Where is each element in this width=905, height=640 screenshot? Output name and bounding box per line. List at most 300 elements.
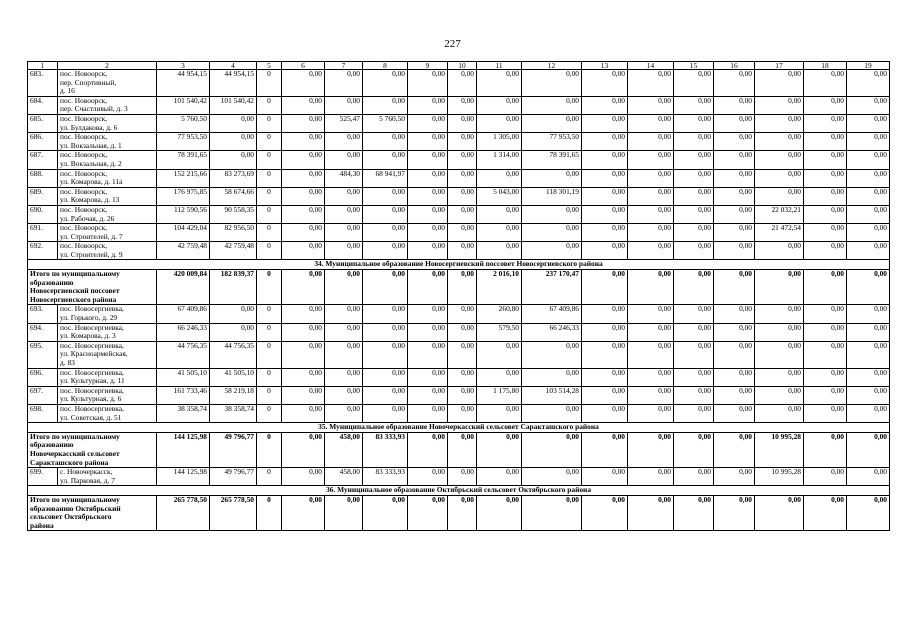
- row-number: 689.: [28, 187, 58, 205]
- total-label-line: Саракташского района: [30, 457, 109, 467]
- value-cell: 0,00: [448, 133, 477, 151]
- value-cell: 0,00: [325, 368, 363, 386]
- value-cell: 0,00: [755, 114, 804, 132]
- value-cell: 0,00: [522, 224, 582, 242]
- value-cell: 0,00: [477, 368, 522, 386]
- value-cell: 0,00: [847, 404, 890, 422]
- table-row: [28, 205, 890, 223]
- value-cell: 0,00: [755, 187, 804, 205]
- value-cell: 0,00: [804, 386, 847, 404]
- value-cell: 0,00: [582, 468, 628, 486]
- value-cell: 0,00: [674, 169, 714, 187]
- value-cell: 0,00: [628, 96, 674, 114]
- value-cell: 0,00: [582, 187, 628, 205]
- value-cell: 0,00: [582, 323, 628, 341]
- value-cell: 0,00: [408, 242, 448, 260]
- table-row: [28, 187, 890, 205]
- row-number: 688.: [28, 169, 58, 187]
- value-cell: 5 043,00: [477, 187, 522, 205]
- value-cell: 0,00: [628, 305, 674, 323]
- column-number-cell: 16: [714, 62, 755, 70]
- value-cell: 0,00: [674, 305, 714, 323]
- value-cell: 0,00: [628, 133, 674, 151]
- value-cell: 0: [257, 114, 282, 132]
- address-line: ул. Рабочая, д. 26: [60, 213, 115, 223]
- value-cell: 10 995,28: [755, 432, 804, 467]
- total-label-line: Итого по муниципальному: [30, 269, 120, 279]
- row-number: 694.: [28, 323, 58, 341]
- value-cell: 0,00: [847, 70, 890, 97]
- table-row: [28, 468, 890, 486]
- value-cell: 0,00: [804, 432, 847, 467]
- value-cell: 5 760,50: [363, 114, 408, 132]
- value-cell: 0,00: [804, 404, 847, 422]
- value-cell: 0,00: [325, 242, 363, 260]
- address-line: пос. Новосергиевка,: [60, 341, 124, 350]
- value-cell: 0,00: [282, 495, 325, 530]
- value-cell: 44 954,15: [210, 70, 257, 97]
- value-cell: 0: [257, 432, 282, 467]
- value-cell: 182 839,37: [210, 270, 257, 305]
- row-number: 686.: [28, 133, 58, 151]
- value-cell: 0,00: [847, 224, 890, 242]
- value-cell: 0,00: [477, 404, 522, 422]
- value-cell: 0,00: [714, 187, 755, 205]
- value-cell: 0,00: [408, 151, 448, 169]
- value-cell: 0,00: [408, 495, 448, 530]
- value-cell: 0,00: [408, 404, 448, 422]
- value-cell: 0,00: [363, 323, 408, 341]
- value-cell: 0: [257, 404, 282, 422]
- value-cell: 0,00: [282, 432, 325, 467]
- value-cell: 0,00: [755, 151, 804, 169]
- value-cell: 0,00: [628, 169, 674, 187]
- value-cell: 0,00: [325, 404, 363, 422]
- address-line: пос. Новоорск,: [60, 223, 108, 233]
- value-cell: 0,00: [755, 305, 804, 323]
- value-cell: 101 540,42: [157, 96, 210, 114]
- value-cell: 0,00: [363, 151, 408, 169]
- value-cell: 0,00: [582, 169, 628, 187]
- total-label-line: Новочеркасский сельсовет: [30, 448, 120, 458]
- section-heading-row: [28, 423, 890, 433]
- column-number-cell: 12: [522, 62, 582, 70]
- value-cell: 0,00: [628, 404, 674, 422]
- value-cell: 0,00: [477, 341, 522, 368]
- value-cell: 5 760,50: [157, 114, 210, 132]
- value-cell: 0,00: [582, 70, 628, 97]
- value-cell: 0,00: [714, 169, 755, 187]
- value-cell: 260,80: [477, 305, 522, 323]
- value-cell: 112 590,56: [157, 205, 210, 223]
- value-cell: 0,00: [522, 242, 582, 260]
- value-cell: 0: [257, 96, 282, 114]
- address-line: ул. Парковая, д. 7: [60, 475, 115, 485]
- value-cell: 0,00: [804, 495, 847, 530]
- value-cell: 0,00: [282, 224, 325, 242]
- value-cell: 0,00: [714, 205, 755, 223]
- value-cell: 0,00: [755, 242, 804, 260]
- value-cell: 0,00: [282, 187, 325, 205]
- row-number: 683.: [28, 70, 58, 97]
- value-cell: 41 505,10: [157, 368, 210, 386]
- value-cell: 484,30: [325, 169, 363, 187]
- value-cell: 83 333,93: [363, 468, 408, 486]
- value-cell: 0,00: [714, 432, 755, 467]
- value-cell: 0,00: [847, 495, 890, 530]
- value-cell: 10 995,28: [755, 468, 804, 486]
- total-label-line: района: [30, 520, 54, 530]
- row-number: 692.: [28, 242, 58, 260]
- total-label-line: Новосергиевского района: [30, 294, 117, 304]
- value-cell: 0: [257, 70, 282, 97]
- value-cell: 0,00: [477, 96, 522, 114]
- value-cell: 0: [257, 224, 282, 242]
- value-cell: 0,00: [448, 341, 477, 368]
- value-cell: 0,00: [755, 70, 804, 97]
- address-line: ул. Красноармейская,: [60, 349, 128, 359]
- value-cell: 0,00: [363, 404, 408, 422]
- value-cell: 0,00: [363, 70, 408, 97]
- value-cell: 0,00: [674, 70, 714, 97]
- value-cell: 0,00: [674, 133, 714, 151]
- value-cell: 0,00: [210, 151, 257, 169]
- value-cell: 0,00: [674, 323, 714, 341]
- address-line: пос. Новоорск,: [60, 96, 108, 105]
- table-row: [28, 341, 890, 368]
- value-cell: 0,00: [448, 468, 477, 486]
- address-line: пос. Новосергиевка,: [60, 386, 124, 395]
- value-cell: 42 759,48: [157, 242, 210, 260]
- value-cell: 0,00: [363, 205, 408, 223]
- total-label: [28, 432, 157, 467]
- value-cell: 0,00: [714, 224, 755, 242]
- value-cell: 0,00: [804, 224, 847, 242]
- value-cell: 0,00: [674, 187, 714, 205]
- row-number: 695.: [28, 341, 58, 368]
- value-cell: 0,00: [522, 432, 582, 467]
- value-cell: 0,00: [325, 133, 363, 151]
- value-cell: 0,00: [363, 341, 408, 368]
- address-line: пос. Новосергиевка,: [60, 323, 124, 332]
- value-cell: 0,00: [448, 270, 477, 305]
- value-cell: 0: [257, 270, 282, 305]
- value-cell: 0,00: [363, 270, 408, 305]
- address-cell: [58, 368, 157, 386]
- table-row: [28, 224, 890, 242]
- value-cell: 67 409,86: [522, 305, 582, 323]
- value-cell: 0,00: [804, 323, 847, 341]
- value-cell: 0,00: [714, 242, 755, 260]
- value-cell: 0,00: [325, 305, 363, 323]
- value-cell: 0,00: [522, 495, 582, 530]
- value-cell: 0,00: [755, 495, 804, 530]
- address-line: пос. Новоорск,: [60, 241, 108, 251]
- address-cell: [58, 224, 157, 242]
- value-cell: 0,00: [408, 386, 448, 404]
- value-cell: 0,00: [847, 341, 890, 368]
- value-cell: 0,00: [282, 242, 325, 260]
- address-cell: [58, 305, 157, 323]
- column-number-cell: 17: [755, 62, 804, 70]
- column-number-cell: 4: [210, 62, 257, 70]
- address-line: пос. Новоорск,: [60, 205, 108, 214]
- value-cell: 0,00: [847, 187, 890, 205]
- value-cell: 0,00: [628, 368, 674, 386]
- value-cell: 0,00: [448, 495, 477, 530]
- total-row: [28, 495, 890, 530]
- value-cell: 0,00: [408, 169, 448, 187]
- value-cell: 0,00: [325, 96, 363, 114]
- address-line: пос. Новосергиевка,: [60, 404, 124, 413]
- value-cell: 0,00: [408, 323, 448, 341]
- value-cell: 0: [257, 169, 282, 187]
- address-line: ул. Вокзальная, д. 1: [60, 140, 122, 150]
- register-table: [27, 61, 890, 531]
- value-cell: 0,00: [674, 432, 714, 467]
- value-cell: 0,00: [582, 151, 628, 169]
- value-cell: 0,00: [674, 341, 714, 368]
- value-cell: 0,00: [847, 305, 890, 323]
- value-cell: 0,00: [282, 305, 325, 323]
- value-cell: 0,00: [363, 224, 408, 242]
- section-heading: 34. Муниципальное образование Новосергиевский поссовет Новосергиевского района: [28, 260, 890, 270]
- value-cell: 104 429,04: [157, 224, 210, 242]
- value-cell: 0,00: [847, 151, 890, 169]
- value-cell: 0,00: [628, 495, 674, 530]
- column-number-cell: 9: [408, 62, 448, 70]
- value-cell: 0,00: [210, 305, 257, 323]
- value-cell: 0,00: [674, 224, 714, 242]
- value-cell: 0,00: [804, 187, 847, 205]
- value-cell: 0,00: [628, 386, 674, 404]
- value-cell: 0,00: [628, 432, 674, 467]
- value-cell: 144 125,98: [157, 432, 210, 467]
- total-label-line: Итого по муниципальному: [30, 495, 120, 504]
- value-cell: 0,00: [448, 242, 477, 260]
- value-cell: 0,00: [477, 169, 522, 187]
- address-cell: [58, 205, 157, 223]
- value-cell: 0,00: [363, 386, 408, 404]
- column-number-cell: 3: [157, 62, 210, 70]
- value-cell: 0,00: [804, 305, 847, 323]
- value-cell: 0,00: [448, 169, 477, 187]
- value-cell: 0,00: [408, 133, 448, 151]
- value-cell: 44 954,15: [157, 70, 210, 97]
- value-cell: 0,00: [325, 495, 363, 530]
- value-cell: 22 032,21: [755, 205, 804, 223]
- address-line: д. 83: [60, 358, 75, 367]
- value-cell: 0,00: [325, 224, 363, 242]
- value-cell: 0,00: [477, 432, 522, 467]
- value-cell: 420 009,84: [157, 270, 210, 305]
- value-cell: 0,00: [628, 270, 674, 305]
- column-number-cell: 13: [582, 62, 628, 70]
- value-cell: 0,00: [325, 187, 363, 205]
- value-cell: 0,00: [804, 270, 847, 305]
- value-cell: 0,00: [282, 133, 325, 151]
- value-cell: 161 733,46: [157, 386, 210, 404]
- address-line: ул. Комарова, д. 13: [60, 195, 120, 205]
- value-cell: 0,00: [674, 96, 714, 114]
- address-line: ул. Комарова, д. 3: [60, 331, 116, 341]
- value-cell: 78 391,65: [157, 151, 210, 169]
- value-cell: 0,00: [282, 386, 325, 404]
- value-cell: 0,00: [847, 270, 890, 305]
- value-cell: 0,00: [325, 386, 363, 404]
- value-cell: 0,00: [847, 133, 890, 151]
- value-cell: 0,00: [755, 368, 804, 386]
- value-cell: 0,00: [282, 323, 325, 341]
- value-cell: 67 409,86: [157, 305, 210, 323]
- value-cell: 0,00: [522, 205, 582, 223]
- value-cell: 0,00: [522, 404, 582, 422]
- value-cell: 0,00: [714, 114, 755, 132]
- value-cell: 0,00: [448, 151, 477, 169]
- value-cell: 0,00: [282, 96, 325, 114]
- value-cell: 0,00: [210, 323, 257, 341]
- value-cell: 0,00: [210, 133, 257, 151]
- value-cell: 0,00: [582, 368, 628, 386]
- row-number: 684.: [28, 96, 58, 114]
- address-cell: [58, 386, 157, 404]
- table-row: [28, 133, 890, 151]
- column-number-cell: 19: [847, 62, 890, 70]
- value-cell: 1 305,00: [477, 133, 522, 151]
- value-cell: 0,00: [363, 96, 408, 114]
- value-cell: 0,00: [282, 341, 325, 368]
- value-cell: 0,00: [448, 305, 477, 323]
- value-cell: 44 756,35: [210, 341, 257, 368]
- value-cell: 0,00: [448, 187, 477, 205]
- value-cell: 0: [257, 205, 282, 223]
- value-cell: 0,00: [582, 270, 628, 305]
- value-cell: 83 273,69: [210, 169, 257, 187]
- value-cell: 0: [257, 305, 282, 323]
- value-cell: 0,00: [408, 341, 448, 368]
- section-heading: 35. Муниципальное образование Новочеркасский сельсовет Саракташского района: [28, 423, 890, 433]
- value-cell: 0,00: [628, 242, 674, 260]
- value-cell: 0,00: [714, 404, 755, 422]
- value-cell: 0,00: [847, 205, 890, 223]
- value-cell: 0,00: [522, 70, 582, 97]
- address-cell: [58, 169, 157, 187]
- value-cell: 0,00: [628, 114, 674, 132]
- total-label-line: образованию: [30, 277, 74, 287]
- value-cell: 0,00: [282, 270, 325, 305]
- value-cell: 0,00: [628, 224, 674, 242]
- table-row: [28, 386, 890, 404]
- value-cell: 0,00: [628, 205, 674, 223]
- value-cell: 0,00: [755, 341, 804, 368]
- value-cell: 0,00: [408, 368, 448, 386]
- address-cell: [58, 242, 157, 260]
- value-cell: 0,00: [847, 96, 890, 114]
- row-number: 699.: [28, 468, 58, 486]
- value-cell: 0,00: [674, 205, 714, 223]
- value-cell: 0,00: [804, 242, 847, 260]
- column-number-cell: 10: [448, 62, 477, 70]
- value-cell: 0,00: [804, 114, 847, 132]
- column-number-cell: 1: [28, 62, 58, 70]
- value-cell: 68 941,97: [363, 169, 408, 187]
- row-number: 685.: [28, 114, 58, 132]
- address-line: пос. Новоорск,: [60, 150, 108, 160]
- value-cell: 0,00: [755, 404, 804, 422]
- value-cell: 0,00: [325, 341, 363, 368]
- address-cell: [58, 114, 157, 132]
- value-cell: 0,00: [408, 70, 448, 97]
- address-line: пос. Новоорск,: [60, 169, 108, 178]
- row-number: 687.: [28, 151, 58, 169]
- value-cell: 176 975,85: [157, 187, 210, 205]
- value-cell: 0,00: [714, 70, 755, 97]
- value-cell: 0,00: [714, 495, 755, 530]
- value-cell: 44 756,35: [157, 341, 210, 368]
- value-cell: 0,00: [755, 270, 804, 305]
- value-cell: 0,00: [408, 432, 448, 467]
- value-cell: 0,00: [582, 495, 628, 530]
- address-line: пос. Новосергиевка,: [60, 368, 124, 377]
- value-cell: 237 170,47: [522, 270, 582, 305]
- address-line: пер. Счастливый, д. 3: [60, 104, 128, 114]
- address-line: ул. Горького, д. 29: [60, 313, 118, 323]
- value-cell: 0,00: [408, 205, 448, 223]
- value-cell: 0,00: [804, 368, 847, 386]
- value-cell: 58 219,18: [210, 386, 257, 404]
- column-number-cell: 8: [363, 62, 408, 70]
- table-row: [28, 114, 890, 132]
- table-row: [28, 70, 890, 97]
- value-cell: 0,00: [448, 96, 477, 114]
- value-cell: 0: [257, 133, 282, 151]
- address-cell: [58, 133, 157, 151]
- value-cell: 90 558,35: [210, 205, 257, 223]
- value-cell: 0,00: [628, 341, 674, 368]
- table-row: [28, 242, 890, 260]
- value-cell: 0,00: [448, 432, 477, 467]
- value-cell: 0,00: [325, 205, 363, 223]
- total-label: [28, 495, 157, 530]
- value-cell: 0,00: [582, 96, 628, 114]
- value-cell: 0,00: [804, 169, 847, 187]
- value-cell: 0,00: [582, 205, 628, 223]
- value-cell: 0,00: [714, 133, 755, 151]
- value-cell: 0,00: [628, 151, 674, 169]
- value-cell: 0,00: [325, 151, 363, 169]
- value-cell: 0,00: [628, 70, 674, 97]
- row-number: 691.: [28, 224, 58, 242]
- address-cell: [58, 187, 157, 205]
- section-heading-row: [28, 260, 890, 270]
- value-cell: 0,00: [522, 114, 582, 132]
- value-cell: 0,00: [847, 368, 890, 386]
- value-cell: 0,00: [628, 323, 674, 341]
- address-line: ул. Вокзальная, д. 2: [60, 158, 122, 168]
- value-cell: 0,00: [522, 96, 582, 114]
- address-cell: [58, 151, 157, 169]
- value-cell: 0,00: [582, 224, 628, 242]
- value-cell: 265 778,50: [157, 495, 210, 530]
- address-cell: [58, 323, 157, 341]
- value-cell: 0,00: [714, 386, 755, 404]
- value-cell: 0,00: [847, 242, 890, 260]
- value-cell: 0,00: [714, 270, 755, 305]
- value-cell: 0,00: [448, 114, 477, 132]
- value-cell: 0,00: [448, 368, 477, 386]
- value-cell: 0,00: [804, 133, 847, 151]
- total-label: [28, 270, 157, 305]
